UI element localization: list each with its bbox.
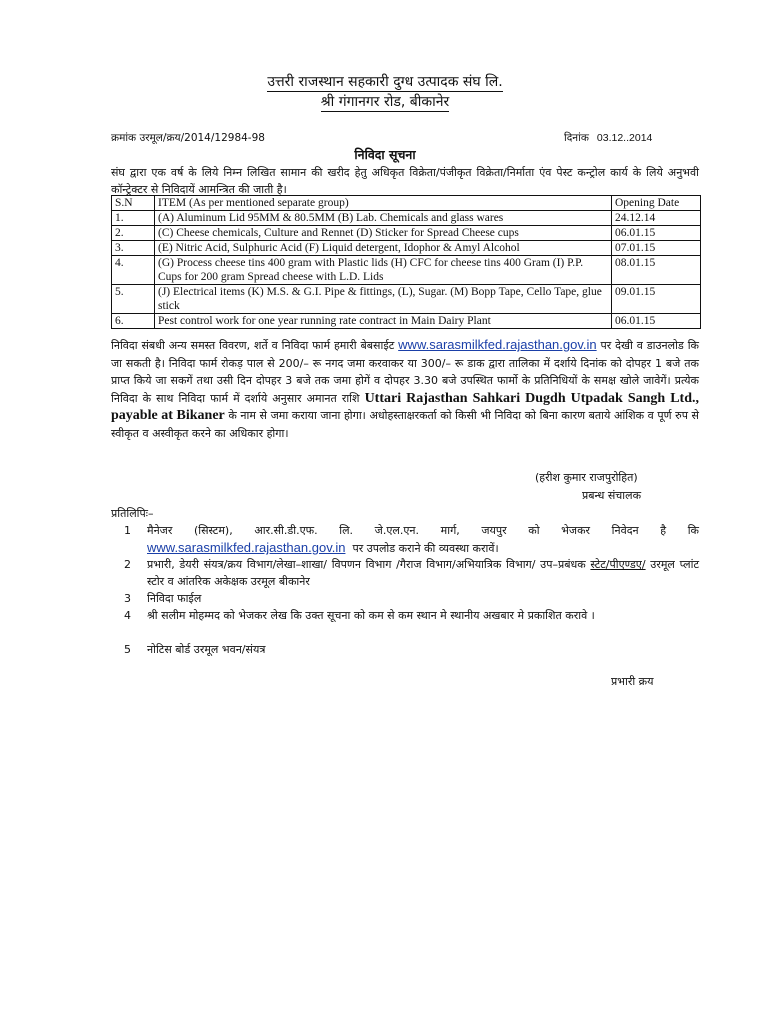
copy-text: पर उपलोड कराने की व्यवस्था करावें। [352,542,499,555]
cell-date: 06.01.15 [612,226,701,241]
notice-title: निविदा सूचना [354,147,416,162]
cell-item: (A) Aluminum Lid 95MM & 80.5MM (B) Lab. Chemicals and glass wares [155,211,612,226]
cell-sn: 6. [112,314,155,329]
table-row [112,241,701,256]
underlined-text: स्टेट/पीएण्डए/ [590,558,646,571]
intro-paragraph: संघ द्वारा एक वर्ष के लिये निम्न लिखित सामान की खरीद हेतु अधिकृत विक्रेता/पंजीकृत विक्रेता/निर्माता एंव पेस्ट कन्ट्रोल कार्य के लिये अनुभवी कॉन्ट्रेक्टर से निविदायें आमन्त्रित की जाती है। [111,166,699,196]
cell-item: (E) Nitric Acid, Sulphuric Acid (F) Liquid detergent, Idophor & Amyl Alcohol [155,241,612,256]
table-row [112,211,701,226]
details-text-3: के नाम से जमा कराया जाना होगा। अधोहस्ताक्षरकर्ता को किसी भी निविदा को बिना कारण बताये आंशिक व पूर्ण रुप से स्वीकृत व अस्वीकृत करने का अधिकार होगा। [111,409,699,440]
list-item-number: 3 [124,592,131,605]
list-item-number: 5 [124,643,131,656]
tender-items-table [111,195,701,329]
payee-name: Uttari Rajasthan Sahkari Dugdh Utpadak Sangh Ltd., payable at Bikaner [111,390,699,424]
cell-date: 09.01.15 [612,285,701,314]
cell-item: (J) Electrical items (K) M.S. & G.I. Pipe & fittings, (L), Sugar. (M) Bopp Tape, Cello Tape, glue stick [155,285,612,314]
cell-item: Pest control work for one year running rate contract in Main Dairy Plant [155,314,612,329]
table-row [112,226,701,241]
list-item-text [147,556,699,590]
list-item-text: श्री सलीम मोहम्मद को भेजकर लेख कि उक्त सूचना को कम से कम स्थान मे स्थानीय अखबार मे प्रकाशित करावे । [147,609,595,622]
org-name-heading: उत्तरी राजस्थान सहकारी दुग्ध उत्पादक संघ लि. [267,74,503,90]
table-row [112,256,701,285]
date-label: दिनांक [564,132,589,144]
org-address-heading: श्री गंगानगर रोड, बीकानेर [320,94,450,110]
purchase-incharge-sign: प्रभारी क्रय [611,675,654,688]
list-item-text: नोटिस बोर्ड उरमूल भवन/संयत्र [147,643,266,656]
cell-sn: 1. [112,211,155,226]
reference-number: क्रमांक उरमूल/क्रय/2014/12984-98 [111,132,265,144]
notice-date [564,131,652,145]
signatory-name: (हरीश कुमार राजपुरोहित) [535,471,638,484]
header-item: ITEM (As per mentioned separate group) [155,196,612,211]
cell-sn: 5. [112,285,155,314]
list-item-text: निविदा फाईल [147,592,202,605]
cell-date: 24.12.14 [612,211,701,226]
cell-sn: 2. [112,226,155,241]
table-header-row [112,196,701,211]
table-row [112,285,701,314]
copy-text: प्रभारी, डेयरी संयत्र/क्रय विभाग/लेखा–शाखा/ विपणन विभाग /गैराज विभाग/अभियात्रिक विभाग/ उप–प्रबंधक [147,558,586,571]
details-text-1: निविदा संबधी अन्य समस्त विवरण, शर्ते व निविदा फार्म हमारी बेबसाईट [111,339,395,352]
list-item-number: 1 [124,524,131,537]
list-item-number: 2 [124,558,131,571]
cell-date: 06.01.15 [612,314,701,329]
cell-sn: 4. [112,256,155,285]
date-value: 03.12..2014 [596,132,653,144]
details-paragraph [111,336,699,443]
website-link[interactable]: www.sarasmilkfed.rajasthan.gov.in [398,337,597,352]
list-item-text [147,522,699,557]
cell-item: (C) Cheese chemicals, Culture and Rennet (D) Sticker for Spread Cheese cups [155,226,612,241]
cell-date: 08.01.15 [612,256,701,285]
website-link[interactable]: www.sarasmilkfed.rajasthan.gov.in [147,540,346,555]
copy-to-label: प्रतिलिपिः– [111,507,154,520]
cell-item: (G) Process cheese tins 400 gram with Plastic lids (H) CFC for cheese tins 400 Gram (I) P.P. Cups for 200 gram Spread cheese with L.D. Lids [155,256,612,285]
copy-text: उरमूल प्लांट स्टोर व आंतरिक अकेक्षक उरमूल बीकानेर [147,558,700,588]
cell-date: 07.01.15 [612,241,701,256]
table-row [112,314,701,329]
list-item-number: 4 [124,609,131,622]
details-text-2: पर देखी व डाउनलोड कि जा सकती है। निविदा फार्म रोकड़ पाल से 200/– रू नगद जमा करवाकर या 300/– रू डाक द्वारा तालिका में दर्शाये दिनांक को दोपहर 1 बजे तक प्राप्त किये जा सकगें तथा उसी दिन दोपहर 3 बजे तक जमा होगें व दोपहर 3.30 बजे उपस्थित फार्मो के प्रतिनिधियों के समक्ष खोले जावेगें। प्रत्येक निविदा के साथ निविदा फार्म में दर्शाये अनुसार अमानत राशि [111,339,700,405]
cell-sn: 3. [112,241,155,256]
header-opening-date: Opening Date [612,196,701,211]
copy-text: मैनेजर (सिस्टम), आर.सी.डी.एफ. लि. जे.एल.एन. मार्ग, जयपुर को भेजकर निवेदन है कि [147,524,699,537]
header-sn: S.N [112,196,155,211]
signatory-designation: प्रबन्ध संचालक [582,489,642,502]
